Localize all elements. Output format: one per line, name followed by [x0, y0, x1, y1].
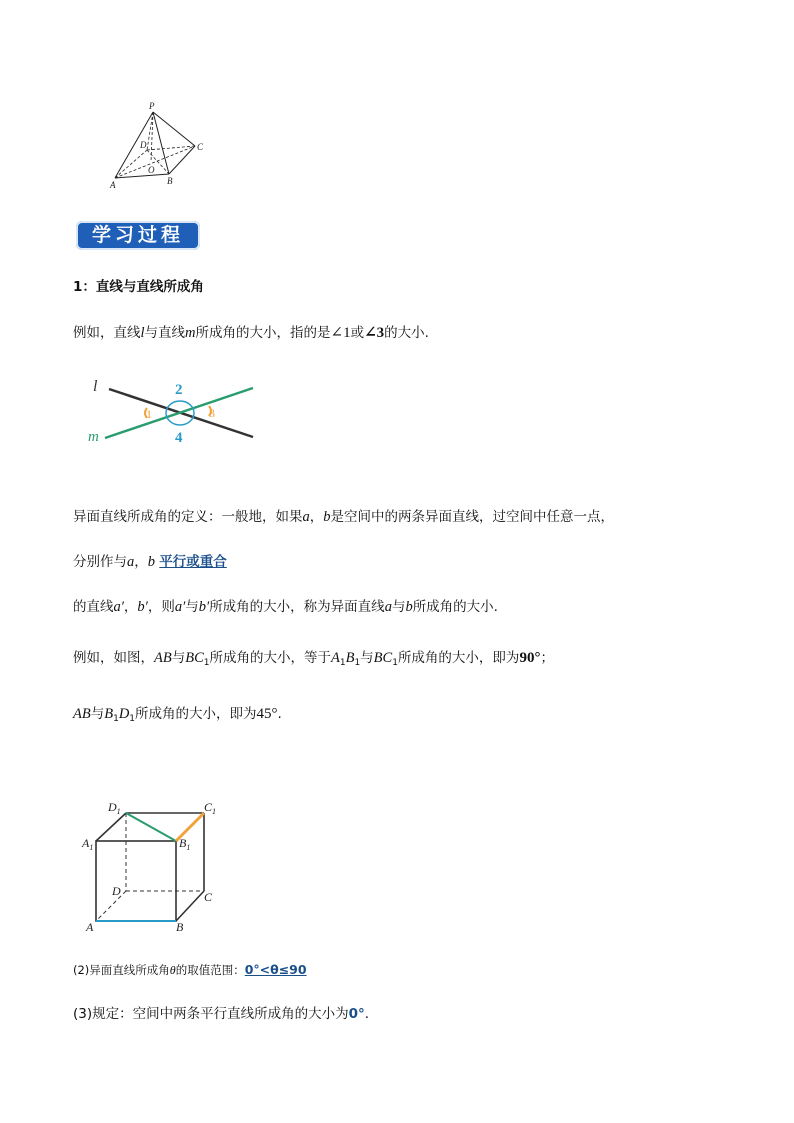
svg-text:D1: $D_1$ [108, 800, 121, 816]
section-heading: 1：直线与直线所成角 [73, 279, 204, 295]
label-o: O [148, 165, 155, 175]
range-value: 0°<θ≤90 [244, 962, 307, 977]
angle-label-3: 3 [209, 406, 215, 420]
line-m-label: m [88, 429, 99, 445]
angle-label-2: 2 [175, 382, 183, 398]
example-line-1: 例如，直线l与直线m所成角的大小，指的是∠1或∠3的大小. [73, 325, 429, 341]
intersecting-lines-figure [85, 375, 265, 450]
line-l-label: l [93, 378, 98, 395]
definition-line-3: 的直线a′，b′，则a′与b′所成角的大小，称为异面直线a与b所成角的大小. [73, 599, 498, 615]
parallel-or-coincide-link[interactable]: 平行或重合 [159, 554, 227, 570]
definition-line-2: 分别作与a，b 平行或重合 [73, 554, 227, 570]
label-c: C [197, 142, 204, 152]
example-line-3: AB与$B_1D_1$所成角的大小，即为45°. [73, 706, 282, 724]
pyramid-figure [105, 100, 215, 192]
definition-line: 异面直线所成角的定义：一般地，如果a，b是空间中的两条异面直线，过空间中任意一点， [73, 509, 614, 525]
label-a: A [110, 180, 116, 190]
angle-label-1: 1 [146, 407, 152, 421]
svg-text:C1: $C_1$ [204, 800, 217, 816]
svg-text:B1: $B_1$ [179, 836, 191, 852]
angle-label-4: 4 [175, 430, 183, 446]
range-line: (2)异面直线所成角θ的取值范围：0°<θ≤90 [73, 962, 307, 977]
cube-figure [78, 795, 228, 940]
label-b: B [167, 176, 173, 186]
svg-text:D: D [112, 884, 121, 898]
svg-text:A1: $A_1$ [82, 836, 94, 852]
label-p: P [149, 101, 155, 111]
svg-text:A: A [86, 920, 94, 934]
example-line-2: 例如，如图，AB与$BC_1$所成角的大小，等于$A_1B_1$与$BC_1$所成角的大小，即为90°； [73, 650, 554, 668]
rule-line: (3)规定：空间中两条平行直线所成角的大小为0°. [73, 1006, 370, 1022]
svg-text:B: B [176, 920, 184, 934]
svg-text:C: C [204, 890, 213, 904]
label-d: D [140, 140, 147, 150]
study-process-badge: 学习过程 [76, 221, 200, 250]
